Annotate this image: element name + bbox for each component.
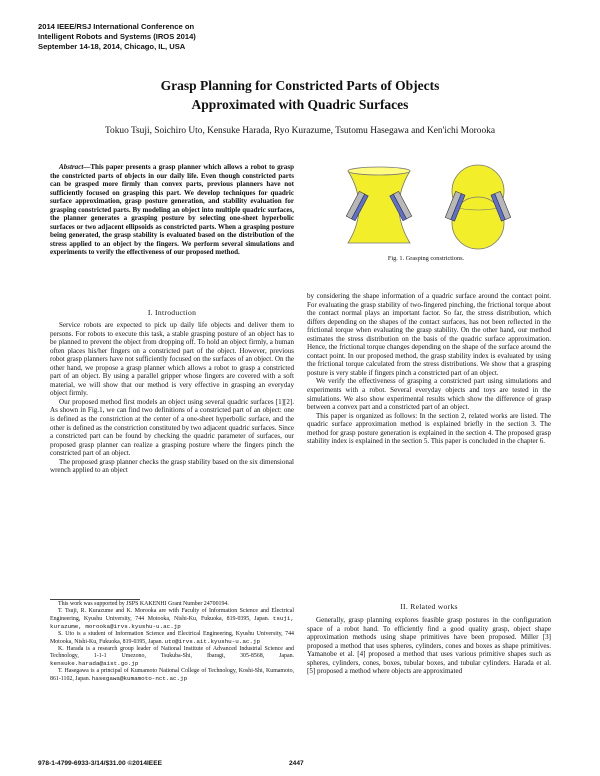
footnotes	[50, 601, 294, 684]
conference-line-3: September 14-18, 2014, Chicago, IL, USA	[38, 42, 186, 52]
footnote-email-1: tsuji, kurazume, morooka@irvs.kyushu-u.ac.jp	[50, 615, 294, 631]
conference-header	[38, 22, 196, 53]
conference-line-2: Intelligent Robots and Systems (IROS 2014)	[38, 32, 196, 42]
footnote-email-4: hasegawa@kumamoto-nct.ac.jp	[91, 675, 188, 683]
intro-paragraph-3: The proposed grasp planner checks the grasp stability based on the six dimensional wrench applied to an object	[50, 457, 294, 475]
abstract	[50, 163, 294, 257]
paper-title	[0, 76, 600, 114]
figure-1-illustration	[340, 163, 520, 251]
abstract-text: —This paper presents a grasp planner which allows a robot to grasp the constricted parts of objects in our daily life. Even though constricted parts can be grasped more firmly than convex parts, previous planners have not sufficiently focused on grasping this part. We develop techniques for quadric surface approximation, grasp posture generation, and stability evaluation for grasping constricted parts. By modeling an object into multiple quadric surfaces, the planner generates a grasping posture by selecting one-sheet hyperbolic surfaces or two adjacent ellipsoids as constricted parts. When a grasping posture being generated, the grasp stability is evaluated based on the distribution of the stress applied to an object by the fingers. We perform several simulations and experiments to verify the effectiveness of our proposed method.	[50, 163, 294, 257]
introduction-body	[50, 321, 294, 475]
related-paragraph-1: Generally, grasp planning explores feasible grasp postures in the configuration space of a robot hand. To efficiently find a good quality grasp, object shape approximation methods using shape primitives have been proposed. Miller [3] proposed a method that uses spheres, cylinders, cones and boxes as shape primitives. Yamanobe et al. [4] proposed a method that uses various primitive shapes such as spheres, cylinders, cones, boxes, tubular boxes, and tubular cylinders. Harada et al. [5] proposed a method where objects are approximated	[307, 616, 551, 676]
right-paragraph-1: by considering the shape information of a quadric surface around the contact point. For evaluating the grasp stability of two-fingered pinching, the frictional torque about the contact normal plays an important factor. So far, the stress distribution, which differs depending on the shapes of the contact surfaces, has not been reflected in the frictional torque when evaluating the grasp stability. On the other hand, our method estimates the stress distribution on the basis of the quadric surface approximation. Hence, the frictional torque changes depending on the shape of the surface around the contact point. In our proposed method, the grasp stability index is evaluated by using the frictional torque calculated from the stress distributions. We show that a grasping posture is very stable if fingers pinch a constricted part of an object.	[307, 292, 551, 377]
abstract-label: Abstract	[59, 163, 84, 171]
page-number: 2447	[289, 760, 304, 767]
right-paragraph-3: This paper is organized as follows: In the section 2, related works are listed. The quadric surface approximation method is explained briefly in the section 3. The method for grasp posture generation is explained in the section 4. The proposed grasp stability index is explained in the section 5. This paper is concluded in the chapter 6.	[307, 411, 551, 446]
footnote-affiliation-1: T. Tsuji, R. Kurazume and K. Morooka are with Faculty of Information Science and Electrical Engineering, Kyushu University, 744 Motooka, Nishi-Ku, Fukuoka, 819-0395, Japan. tsuji, kurazume, morooka@irvs.kyushu-u.ac.jp	[50, 608, 294, 631]
isbn-copyright: 978-1-4799-6933-3/14/$31.00 ©2014IEEE	[38, 760, 163, 767]
hyperboloid-top-rim	[348, 167, 410, 175]
footnote-funding: This work was supported by JSPS KAKENHI Grant Number 24700194.	[58, 601, 229, 607]
right-column-body	[307, 292, 551, 446]
conference-line-1: 2014 IEEE/RSJ International Conference on	[38, 22, 195, 31]
section-heading-related-works: II. Related works	[400, 602, 458, 611]
right-paragraph-2: We verify the effectiveness of grasping a constricted part using simulations and experiments with a robot. Several everyday objects and toys are tested in the simulations. We also show experimental results which show the difference of grasp between a convex part and a constricted part of an object.	[307, 377, 551, 412]
intro-paragraph-2: Our proposed method first models an object using several quadric surfaces [1][2]. As shown in Fig.1, we can find two definitions of a constricted part of an object: one is defined as the constriction at the center of a one-sheet hyperbolic surface, and the other is defined as the constriction constituted by two adjacent quadric surfaces. Since a constricted part can be found by checking the quadric parameter of surfaces, our proposed grasp planner can realize a grasping posture where the fingers pinch the constricted part of an object.	[50, 397, 294, 458]
footnote-affiliation-3: K. Harada is a research group leader of National Institute of Advanced Industrial Science and Technology, 1-1-1 Umezono, Tsukuba-Shi, Ibaragi, 305-8568, Japan. kensuke.harada@aist.go.jp	[50, 646, 294, 668]
footnote-affiliation-4: T. Hasegawa is a principal of Kumamoto National College of Technology, Koshi-Shi, Kumamoto, 861-1102, Japan. hasegawa@kumamoto-nct.ac.jp	[50, 668, 294, 683]
footnote-email-2: uto@irvs.ait.kyushu-u.ac.jp	[164, 638, 260, 646]
footnote-email-3: kensuke.harada@aist.go.jp	[50, 660, 139, 668]
related-works-body	[307, 616, 551, 676]
title-line-2: Approximated with Quadric Surfaces	[191, 97, 409, 112]
figure-1-caption: Fig. 1. Grasping constrictions.	[387, 255, 465, 262]
title-line-1: Grasp Planning for Constricted Parts of Objects	[160, 78, 440, 93]
intro-paragraph-1: Service robots are expected to pick up daily life objects and deliver them to persons. For robots to execute this task, a stable grasping posture of an object has to be planned to prevent the object from dropping off. To hold an object firmly, a human often places his/her fingers on a constricted part of the object. However, previous robot grasp planners have not sufficiently focused on the surfaces of an object. On the other hand, we propose a grasp planner which allows a robot to grasp a constricted part of an object. By using a parallel gripper whose fingers are covered with a soft material, we will show that our method is very effective in grasping an everyday object firmly.	[50, 321, 294, 398]
section-heading-introduction: I. Introduction	[147, 308, 197, 317]
author-list: Tokuo Tsuji, Soichiro Uto, Kensuke Harada, Ryo Kurazume, Tsutomu Hasegawa and Ken'ichi Morooka	[104, 126, 496, 136]
footnote-rule	[50, 599, 140, 600]
footnote-affiliation-2: S. Uto is a student of Information Science and Electrical Engineering, Kyushu University, 744 Motooka, Nishi-Ku, Fukuoka, 819-0395, Japan. uto@irvs.ait.kyushu-u.ac.jp	[50, 631, 294, 646]
